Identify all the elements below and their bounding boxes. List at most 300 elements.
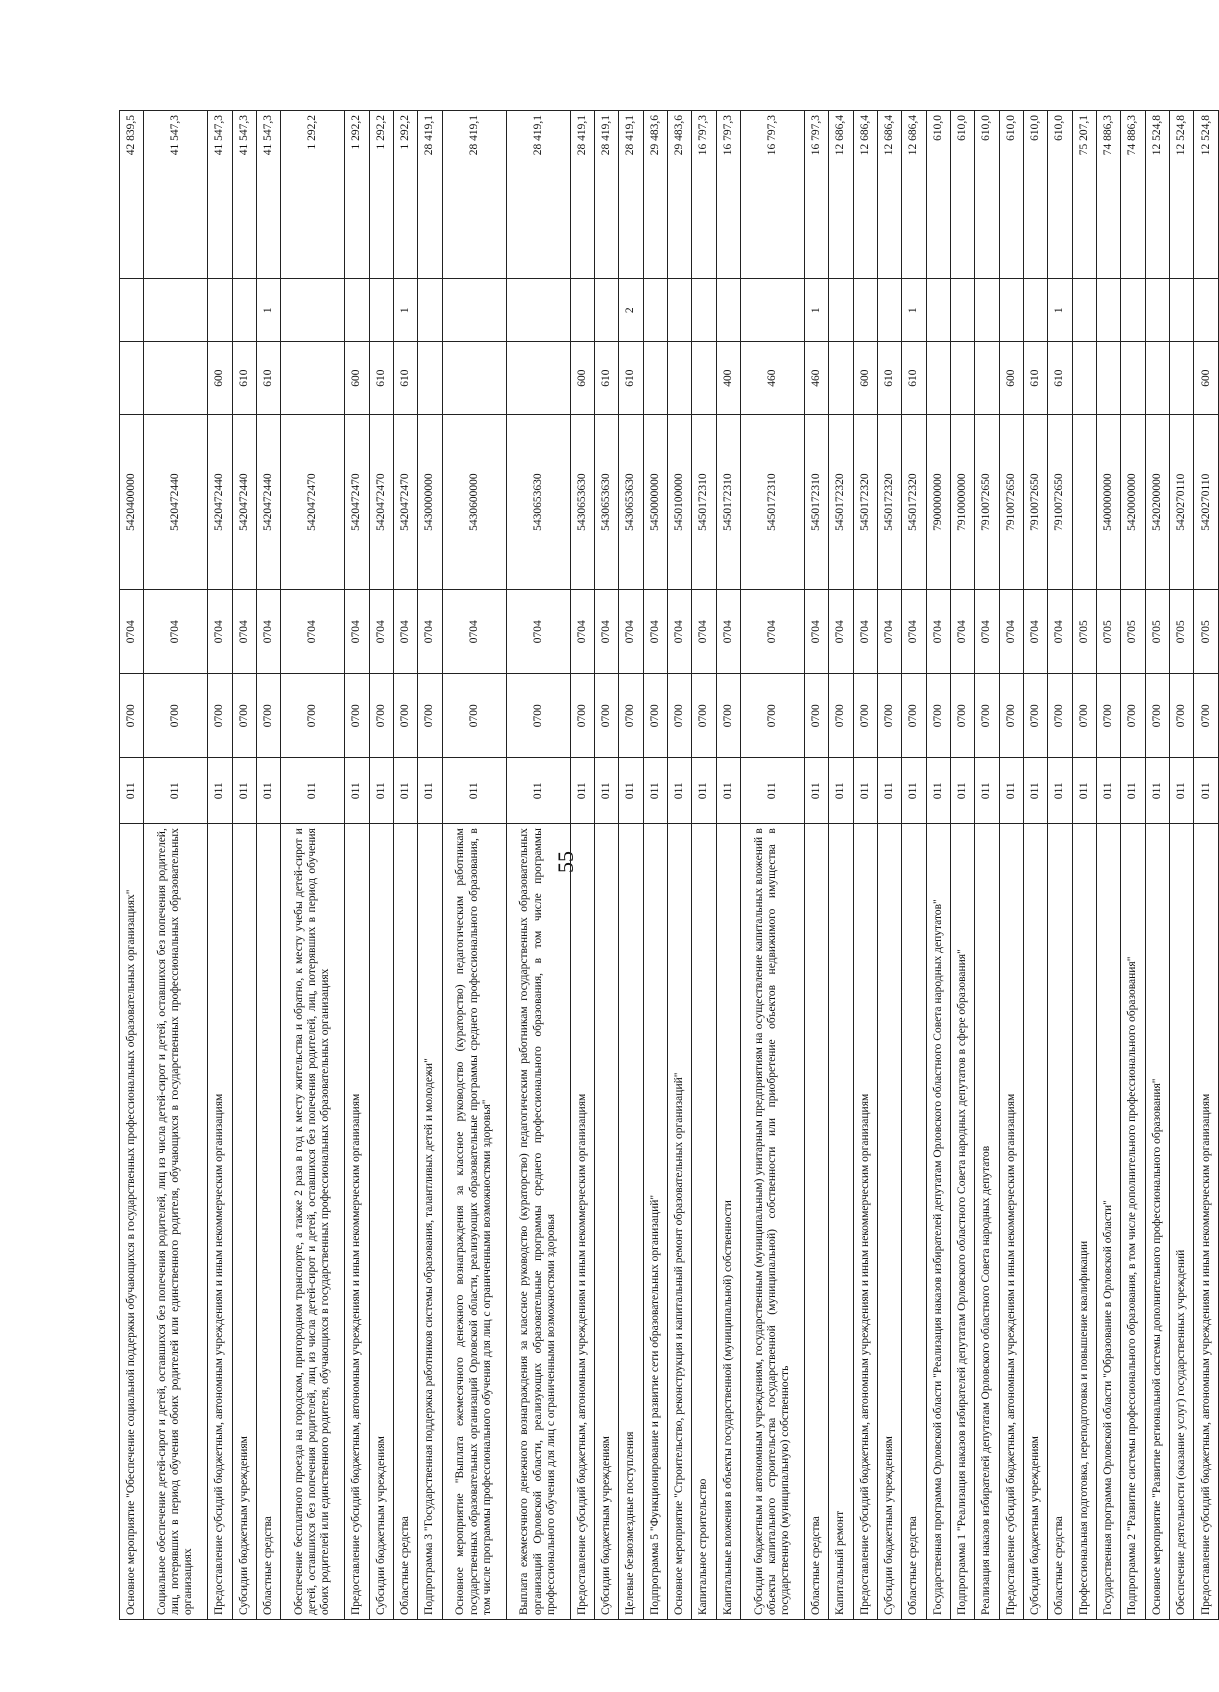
row-ved-code: 011 bbox=[950, 758, 974, 824]
row-amount: 16 797,3 bbox=[740, 111, 804, 279]
row-target-code: 7910072650 bbox=[975, 415, 999, 590]
row-expense-type-code: 460 bbox=[805, 342, 829, 415]
row-target-code: 5430653630 bbox=[506, 415, 570, 590]
row-section-code: 0700 bbox=[1048, 674, 1072, 758]
row-subsection-code: 0704 bbox=[619, 590, 643, 674]
row-name: Подпрограмма 1 "Реализация наказов избирателей депутатам Орловского областного Совета народных депутатов в сфере образования" bbox=[950, 824, 974, 1620]
row-name: Субсидии бюджетным учреждениям bbox=[595, 824, 619, 1620]
row-subsection-code: 0704 bbox=[902, 590, 926, 674]
row-expense-type-code bbox=[1121, 342, 1145, 415]
row-ved-code: 011 bbox=[1072, 758, 1096, 824]
row-expense-type-code bbox=[506, 342, 570, 415]
row-source-code bbox=[232, 279, 256, 342]
row-amount: 1 292,2 bbox=[345, 111, 369, 279]
table-row bbox=[506, 111, 570, 1620]
row-section-code: 0700 bbox=[740, 674, 804, 758]
row-source-code bbox=[442, 279, 506, 342]
budget-table-body bbox=[120, 111, 1219, 1620]
table-row bbox=[716, 111, 740, 1620]
row-section-code: 0700 bbox=[950, 674, 974, 758]
row-ved-code: 011 bbox=[281, 758, 345, 824]
table-row bbox=[877, 111, 901, 1620]
row-subsection-code: 0705 bbox=[1145, 590, 1169, 674]
row-subsection-code: 0704 bbox=[853, 590, 877, 674]
table-row bbox=[345, 111, 369, 1620]
row-name: Целевые безвозмездные поступления bbox=[619, 824, 643, 1620]
row-target-code: 5420472470 bbox=[394, 415, 418, 590]
row-ved-code: 011 bbox=[716, 758, 740, 824]
row-name: Субсидии бюджетным учреждениям bbox=[369, 824, 393, 1620]
row-ved-code: 011 bbox=[853, 758, 877, 824]
row-source-code bbox=[926, 279, 950, 342]
row-ved-code: 011 bbox=[1169, 758, 1193, 824]
table-row bbox=[1048, 111, 1072, 1620]
row-ved-code: 011 bbox=[506, 758, 570, 824]
table-row bbox=[418, 111, 442, 1620]
row-section-code: 0700 bbox=[999, 674, 1023, 758]
row-target-code: 5450172320 bbox=[877, 415, 901, 590]
table-row bbox=[1072, 111, 1096, 1620]
row-name: Основное мероприятие "Развитие региональной системы дополнительного профессионального образования" bbox=[1145, 824, 1169, 1620]
row-expense-type-code: 610 bbox=[619, 342, 643, 415]
row-source-code bbox=[1096, 279, 1120, 342]
table-row bbox=[1194, 111, 1219, 1620]
row-section-code: 0700 bbox=[902, 674, 926, 758]
row-name: Выплата ежемесячного денежного вознаграждения за классное руководство (кураторство) педагогическим работникам государственных образовательных организаций Орловской области, реализующих образовательные программы среднего профессионального образования, в том числе программы профессионального обучения для лиц с ограниченными возможностями здоровья bbox=[506, 824, 570, 1620]
row-amount: 12 686,4 bbox=[853, 111, 877, 279]
row-ved-code: 011 bbox=[257, 758, 281, 824]
row-source-code bbox=[506, 279, 570, 342]
row-expense-type-code: 610 bbox=[902, 342, 926, 415]
row-amount: 12 524,8 bbox=[1145, 111, 1169, 279]
row-target-code: 7900000000 bbox=[926, 415, 950, 590]
row-subsection-code: 0705 bbox=[1072, 590, 1096, 674]
row-target-code: 5450172310 bbox=[692, 415, 716, 590]
table-row bbox=[1023, 111, 1047, 1620]
row-expense-type-code bbox=[926, 342, 950, 415]
row-amount: 28 419,1 bbox=[418, 111, 442, 279]
row-target-code: 5420472470 bbox=[281, 415, 345, 590]
row-ved-code: 011 bbox=[442, 758, 506, 824]
table-row bbox=[926, 111, 950, 1620]
row-ved-code: 011 bbox=[345, 758, 369, 824]
row-target-code: 5420270110 bbox=[1194, 415, 1219, 590]
row-section-code: 0700 bbox=[232, 674, 256, 758]
row-target-code: 5430000000 bbox=[418, 415, 442, 590]
row-amount: 16 797,3 bbox=[692, 111, 716, 279]
row-target-code: 5430600000 bbox=[442, 415, 506, 590]
table-row bbox=[208, 111, 232, 1620]
row-ved-code: 011 bbox=[926, 758, 950, 824]
row-expense-type-code: 610 bbox=[394, 342, 418, 415]
row-subsection-code: 0705 bbox=[1194, 590, 1219, 674]
row-subsection-code: 0704 bbox=[643, 590, 667, 674]
row-section-code: 0700 bbox=[1121, 674, 1145, 758]
table-row bbox=[281, 111, 345, 1620]
row-target-code: 5450172310 bbox=[805, 415, 829, 590]
table-row bbox=[740, 111, 804, 1620]
row-amount: 610,0 bbox=[1023, 111, 1047, 279]
row-section-code: 0700 bbox=[1145, 674, 1169, 758]
row-name: Областные средства bbox=[902, 824, 926, 1620]
row-source-code bbox=[144, 279, 208, 342]
row-expense-type-code bbox=[950, 342, 974, 415]
row-name: Государственная программа Орловской области "Реализация наказов избирателей депутатам Орловского областного Совета народных депутатов" bbox=[926, 824, 950, 1620]
row-amount: 28 419,1 bbox=[619, 111, 643, 279]
row-section-code: 0700 bbox=[595, 674, 619, 758]
row-name: Подпрограмма 5 "Функционирование и развитие сети образовательных организаций" bbox=[643, 824, 667, 1620]
row-name: Капитальный ремонт bbox=[829, 824, 853, 1620]
row-amount: 41 547,3 bbox=[144, 111, 208, 279]
row-subsection-code: 0704 bbox=[1048, 590, 1072, 674]
row-amount: 1 292,2 bbox=[369, 111, 393, 279]
row-name: Областные средства bbox=[805, 824, 829, 1620]
row-target-code: 7910072650 bbox=[999, 415, 1023, 590]
row-amount: 28 419,1 bbox=[506, 111, 570, 279]
row-amount: 12 686,4 bbox=[829, 111, 853, 279]
row-name: Областные средства bbox=[257, 824, 281, 1620]
table-row bbox=[829, 111, 853, 1620]
row-expense-type-code bbox=[1145, 342, 1169, 415]
row-ved-code: 011 bbox=[975, 758, 999, 824]
row-section-code: 0700 bbox=[829, 674, 853, 758]
row-section-code: 0700 bbox=[692, 674, 716, 758]
row-target-code: 5420472440 bbox=[257, 415, 281, 590]
row-ved-code: 011 bbox=[418, 758, 442, 824]
table-row bbox=[232, 111, 256, 1620]
row-section-code: 0700 bbox=[208, 674, 232, 758]
row-name: Субсидии бюджетным учреждениям bbox=[232, 824, 256, 1620]
row-subsection-code: 0704 bbox=[281, 590, 345, 674]
table-row bbox=[1096, 111, 1120, 1620]
row-subsection-code: 0704 bbox=[257, 590, 281, 674]
row-name: Предоставление субсидий бюджетным, автономным учреждениям и иным некоммерческим организациям bbox=[345, 824, 369, 1620]
table-row bbox=[950, 111, 974, 1620]
row-source-code bbox=[418, 279, 442, 342]
row-section-code: 0700 bbox=[570, 674, 594, 758]
row-section-code: 0700 bbox=[1194, 674, 1219, 758]
row-name: Предоставление субсидий бюджетным, автономным учреждениям и иным некоммерческим организациям bbox=[853, 824, 877, 1620]
row-name: Субсидии бюджетным учреждениям bbox=[877, 824, 901, 1620]
table-row bbox=[902, 111, 926, 1620]
row-subsection-code: 0704 bbox=[394, 590, 418, 674]
page-number: 55 bbox=[553, 851, 578, 873]
table-row bbox=[643, 111, 667, 1620]
row-subsection-code: 0705 bbox=[1121, 590, 1145, 674]
row-name: Областные средства bbox=[394, 824, 418, 1620]
row-target-code: 5420270110 bbox=[1169, 415, 1193, 590]
row-name: Предоставление субсидий бюджетным, автономным учреждениям и иным некоммерческим организациям bbox=[208, 824, 232, 1620]
row-ved-code: 011 bbox=[668, 758, 692, 824]
row-amount: 28 419,1 bbox=[570, 111, 594, 279]
row-name: Государственная программа Орловской области "Образование в Орловской области" bbox=[1096, 824, 1120, 1620]
row-amount: 1 292,2 bbox=[281, 111, 345, 279]
table-row bbox=[394, 111, 418, 1620]
row-subsection-code: 0704 bbox=[345, 590, 369, 674]
row-expense-type-code: 610 bbox=[369, 342, 393, 415]
row-amount: 12 524,8 bbox=[1194, 111, 1219, 279]
row-expense-type-code bbox=[120, 342, 144, 415]
row-source-code bbox=[1023, 279, 1047, 342]
row-expense-type-code: 610 bbox=[257, 342, 281, 415]
row-source-code bbox=[692, 279, 716, 342]
row-section-code: 0700 bbox=[345, 674, 369, 758]
row-section-code: 0700 bbox=[619, 674, 643, 758]
table-row bbox=[144, 111, 208, 1620]
table-row bbox=[595, 111, 619, 1620]
row-name: Предоставление субсидий бюджетным, автономным учреждениям и иным некоммерческим организациям bbox=[1194, 824, 1219, 1620]
row-source-code bbox=[1121, 279, 1145, 342]
row-amount: 12 686,4 bbox=[902, 111, 926, 279]
row-ved-code: 011 bbox=[144, 758, 208, 824]
row-section-code: 0700 bbox=[716, 674, 740, 758]
row-source-code bbox=[716, 279, 740, 342]
row-subsection-code: 0704 bbox=[595, 590, 619, 674]
row-section-code: 0700 bbox=[369, 674, 393, 758]
row-target-code: 7910072650 bbox=[1023, 415, 1047, 590]
row-section-code: 0700 bbox=[144, 674, 208, 758]
row-subsection-code: 0704 bbox=[570, 590, 594, 674]
row-expense-type-code: 610 bbox=[1048, 342, 1072, 415]
row-section-code: 0700 bbox=[853, 674, 877, 758]
row-section-code: 0700 bbox=[442, 674, 506, 758]
row-target-code: 5420400000 bbox=[120, 415, 144, 590]
row-subsection-code: 0704 bbox=[975, 590, 999, 674]
row-expense-type-code: 600 bbox=[570, 342, 594, 415]
row-source-code bbox=[570, 279, 594, 342]
row-subsection-code: 0704 bbox=[369, 590, 393, 674]
row-section-code: 0700 bbox=[1169, 674, 1193, 758]
row-ved-code: 011 bbox=[643, 758, 667, 824]
row-ved-code: 011 bbox=[369, 758, 393, 824]
row-amount: 12 524,8 bbox=[1169, 111, 1193, 279]
row-amount: 29 483,6 bbox=[668, 111, 692, 279]
row-amount: 610,0 bbox=[950, 111, 974, 279]
row-expense-type-code: 610 bbox=[232, 342, 256, 415]
row-section-code: 0700 bbox=[1072, 674, 1096, 758]
row-subsection-code: 0704 bbox=[692, 590, 716, 674]
row-amount: 41 547,3 bbox=[232, 111, 256, 279]
table-row bbox=[570, 111, 594, 1620]
row-source-code bbox=[345, 279, 369, 342]
row-expense-type-code: 610 bbox=[595, 342, 619, 415]
row-section-code: 0700 bbox=[418, 674, 442, 758]
row-name: Обеспечение деятельности (оказание услуг) государственных учреждений bbox=[1169, 824, 1193, 1620]
row-ved-code: 011 bbox=[805, 758, 829, 824]
row-amount: 74 886,3 bbox=[1096, 111, 1120, 279]
row-section-code: 0700 bbox=[257, 674, 281, 758]
row-amount: 16 797,3 bbox=[805, 111, 829, 279]
row-amount: 610,0 bbox=[1048, 111, 1072, 279]
row-amount: 28 419,1 bbox=[442, 111, 506, 279]
row-target-code: 5420472470 bbox=[345, 415, 369, 590]
row-source-code: 1 bbox=[902, 279, 926, 342]
row-source-code: 1 bbox=[394, 279, 418, 342]
row-source-code: 2 bbox=[619, 279, 643, 342]
row-section-code: 0700 bbox=[926, 674, 950, 758]
row-name: Предоставление субсидий бюджетным, автономным учреждениям и иным некоммерческим организациям bbox=[570, 824, 594, 1620]
row-ved-code: 011 bbox=[1121, 758, 1145, 824]
row-target-code: 5430653630 bbox=[595, 415, 619, 590]
table-row bbox=[1145, 111, 1169, 1620]
row-source-code bbox=[595, 279, 619, 342]
row-amount: 29 483,6 bbox=[643, 111, 667, 279]
row-section-code: 0700 bbox=[1096, 674, 1120, 758]
row-amount: 1 292,2 bbox=[394, 111, 418, 279]
row-ved-code: 011 bbox=[394, 758, 418, 824]
row-source-code bbox=[999, 279, 1023, 342]
row-target-code: 5430653630 bbox=[619, 415, 643, 590]
row-expense-type-code bbox=[692, 342, 716, 415]
row-ved-code: 011 bbox=[232, 758, 256, 824]
row-subsection-code: 0704 bbox=[668, 590, 692, 674]
row-name: Субсидии бюджетным учреждениям bbox=[1023, 824, 1047, 1620]
row-section-code: 0700 bbox=[1023, 674, 1047, 758]
row-subsection-code: 0704 bbox=[208, 590, 232, 674]
row-expense-type-code: 400 bbox=[716, 342, 740, 415]
row-subsection-code: 0704 bbox=[999, 590, 1023, 674]
row-source-code bbox=[208, 279, 232, 342]
row-expense-type-code bbox=[418, 342, 442, 415]
row-source-code bbox=[829, 279, 853, 342]
row-amount: 28 419,1 bbox=[595, 111, 619, 279]
row-name: Подпрограмма 2 "Развитие системы профессионального образования, в том числе дополнительного профессионального образования" bbox=[1121, 824, 1145, 1620]
row-source-code bbox=[281, 279, 345, 342]
row-expense-type-code bbox=[1096, 342, 1120, 415]
row-section-code: 0700 bbox=[805, 674, 829, 758]
row-source-code: 1 bbox=[805, 279, 829, 342]
row-ved-code: 011 bbox=[692, 758, 716, 824]
row-ved-code: 011 bbox=[1096, 758, 1120, 824]
table-row bbox=[1169, 111, 1193, 1620]
row-subsection-code: 0704 bbox=[144, 590, 208, 674]
row-subsection-code: 0704 bbox=[950, 590, 974, 674]
row-expense-type-code: 600 bbox=[1194, 342, 1219, 415]
row-source-code bbox=[877, 279, 901, 342]
table-row bbox=[120, 111, 144, 1620]
row-target-code: 5430653630 bbox=[570, 415, 594, 590]
row-expense-type-code bbox=[144, 342, 208, 415]
row-expense-type-code: 600 bbox=[999, 342, 1023, 415]
row-source-code bbox=[1194, 279, 1219, 342]
row-expense-type-code bbox=[829, 342, 853, 415]
row-name: Профессиональная подготовка, переподготовка и повышение квалификации bbox=[1072, 824, 1096, 1620]
row-target-code: 5400000000 bbox=[1096, 415, 1120, 590]
row-section-code: 0700 bbox=[394, 674, 418, 758]
row-source-code bbox=[369, 279, 393, 342]
row-target-code: 5450100000 bbox=[668, 415, 692, 590]
row-amount: 12 686,4 bbox=[877, 111, 901, 279]
row-target-code: 5450172320 bbox=[902, 415, 926, 590]
row-target-code bbox=[1072, 415, 1096, 590]
row-ved-code: 011 bbox=[999, 758, 1023, 824]
row-ved-code: 011 bbox=[120, 758, 144, 824]
row-source-code bbox=[975, 279, 999, 342]
row-subsection-code: 0704 bbox=[442, 590, 506, 674]
row-name: Капитальное строительство bbox=[692, 824, 716, 1620]
row-target-code: 5450172320 bbox=[853, 415, 877, 590]
row-target-code: 5420000000 bbox=[1121, 415, 1145, 590]
row-expense-type-code bbox=[643, 342, 667, 415]
row-subsection-code: 0704 bbox=[716, 590, 740, 674]
row-section-code: 0700 bbox=[975, 674, 999, 758]
row-source-code bbox=[1169, 279, 1193, 342]
rotated-page bbox=[119, 110, 1219, 1620]
table-row bbox=[975, 111, 999, 1620]
row-expense-type-code bbox=[1072, 342, 1096, 415]
row-ved-code: 011 bbox=[1023, 758, 1047, 824]
row-target-code: 5450172320 bbox=[829, 415, 853, 590]
row-source-code bbox=[740, 279, 804, 342]
row-amount: 41 547,3 bbox=[208, 111, 232, 279]
row-ved-code: 011 bbox=[1145, 758, 1169, 824]
table-row bbox=[999, 111, 1023, 1620]
row-source-code bbox=[120, 279, 144, 342]
row-expense-type-code: 610 bbox=[1023, 342, 1047, 415]
row-expense-type-code: 600 bbox=[853, 342, 877, 415]
row-subsection-code: 0704 bbox=[877, 590, 901, 674]
row-ved-code: 011 bbox=[902, 758, 926, 824]
row-ved-code: 011 bbox=[595, 758, 619, 824]
table-row bbox=[442, 111, 506, 1620]
row-target-code: 5420472440 bbox=[208, 415, 232, 590]
row-target-code: 7910000000 bbox=[950, 415, 974, 590]
row-expense-type-code: 460 bbox=[740, 342, 804, 415]
row-amount: 41 547,3 bbox=[257, 111, 281, 279]
row-subsection-code: 0704 bbox=[506, 590, 570, 674]
row-section-code: 0700 bbox=[643, 674, 667, 758]
row-subsection-code: 0705 bbox=[1169, 590, 1193, 674]
row-expense-type-code bbox=[442, 342, 506, 415]
row-expense-type-code bbox=[281, 342, 345, 415]
row-name: Обеспечение бесплатного проезда на городском, пригородном транспорте, а также 2 раза в год к месту жительства и обратно, к месту учебы детей-сирот и детей, оставшихся без попечения родителей, лиц из числа детей-сирот и детей, оставшихся без попечения родителей, лиц, потерявших в период обучения обоих родителей или единственного родителя, обучающихся в государственных профессиональных образовательных организациях bbox=[281, 824, 345, 1620]
row-source-code bbox=[668, 279, 692, 342]
row-section-code: 0700 bbox=[877, 674, 901, 758]
row-subsection-code: 0704 bbox=[418, 590, 442, 674]
row-target-code: 5420472470 bbox=[369, 415, 393, 590]
row-amount: 16 797,3 bbox=[716, 111, 740, 279]
row-subsection-code: 0704 bbox=[1023, 590, 1047, 674]
row-ved-code: 011 bbox=[1194, 758, 1219, 824]
row-expense-type-code: 600 bbox=[345, 342, 369, 415]
row-name: Областные средства bbox=[1048, 824, 1072, 1620]
row-expense-type-code bbox=[1169, 342, 1193, 415]
budget-table bbox=[119, 110, 1219, 1620]
table-row bbox=[619, 111, 643, 1620]
table-row bbox=[369, 111, 393, 1620]
row-section-code: 0700 bbox=[281, 674, 345, 758]
row-target-code: 5450172310 bbox=[740, 415, 804, 590]
row-name: Основное мероприятие "Строительство, реконструкция и капитальный ремонт образовательных организаций" bbox=[668, 824, 692, 1620]
row-target-code: 5450000000 bbox=[643, 415, 667, 590]
row-name: Предоставление субсидий бюджетным, автономным учреждениям и иным некоммерческим организациям bbox=[999, 824, 1023, 1620]
row-amount: 75 207,1 bbox=[1072, 111, 1096, 279]
row-name: Капитальные вложения в объекты государственной (муниципальной) собственности bbox=[716, 824, 740, 1620]
row-subsection-code: 0704 bbox=[740, 590, 804, 674]
row-subsection-code: 0704 bbox=[926, 590, 950, 674]
row-source-code bbox=[853, 279, 877, 342]
row-target-code: 7910072650 bbox=[1048, 415, 1072, 590]
row-subsection-code: 0705 bbox=[1096, 590, 1120, 674]
row-source-code bbox=[643, 279, 667, 342]
row-section-code: 0700 bbox=[120, 674, 144, 758]
row-name: Подпрограмма 3 "Государственная поддержка работников системы образования, талантливых детей и молодежи" bbox=[418, 824, 442, 1620]
row-target-code: 5420472440 bbox=[144, 415, 208, 590]
row-target-code: 5420472440 bbox=[232, 415, 256, 590]
row-ved-code: 011 bbox=[570, 758, 594, 824]
row-target-code: 5420200000 bbox=[1145, 415, 1169, 590]
row-section-code: 0700 bbox=[506, 674, 570, 758]
